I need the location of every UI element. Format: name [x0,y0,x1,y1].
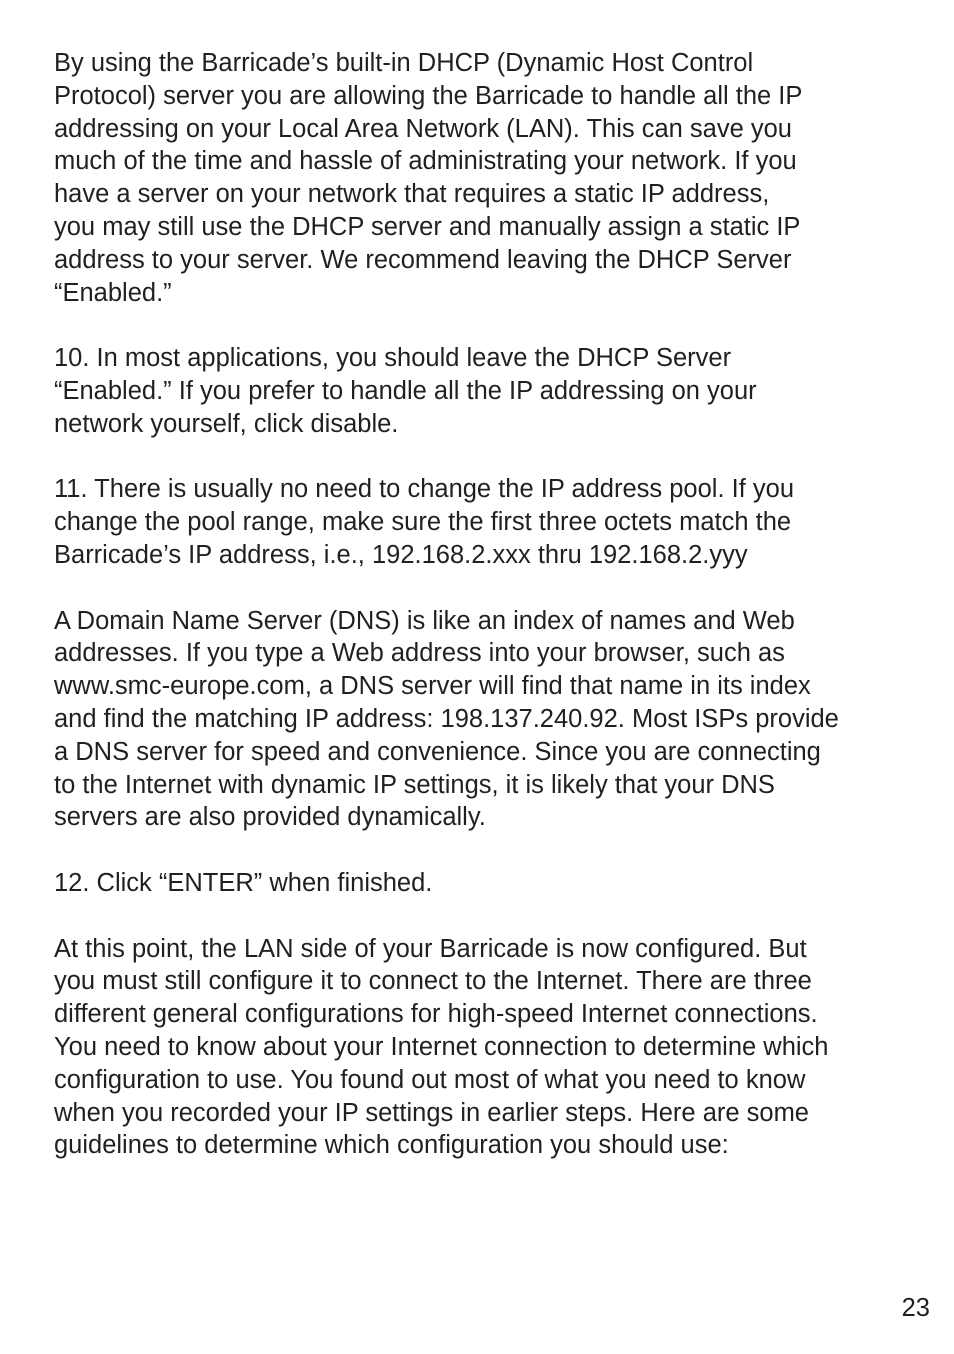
page-number: 23 [901,1294,930,1322]
text-line: network yourself, click disable. [54,409,399,438]
text-line: you may still use the DHCP server and manually assign a static IP [54,212,801,241]
text-line: “Enabled.” If you prefer to handle all the IP addressing on your [54,376,757,405]
text-line: and find the matching IP address: 198.137.240.92. Most ISPs provide [54,704,839,733]
text-line: addressing on your Local Area Network (LAN). This can save you [54,114,792,143]
text-line: guidelines to determine which configuration you should use: [54,1131,729,1160]
paragraph-step-12 [54,867,904,900]
paragraph-lan-configured [54,933,904,1163]
text-line: 11. There is usually no need to change the IP address pool. If you [54,475,794,504]
paragraph-dhcp-intro [54,47,904,309]
paragraph-spacer [54,572,904,605]
text-line: addresses. If you type a Web address into your browser, such as [54,639,785,668]
text-line: a DNS server for speed and convenience. Since you are connecting [54,737,821,766]
text-line: A Domain Name Server (DNS) is like an index of names and Web [54,606,795,635]
text-line: 10. In most applications, you should leave the DHCP Server [54,344,732,373]
text-line: change the pool range, make sure the first three octets match the [54,508,792,537]
text-line: configuration to use. You found out most of what you need to know [54,1065,806,1094]
text-line: different general configurations for high-speed Internet connections. [54,1000,818,1029]
text-line: address to your server. We recommend leaving the DHCP Server [54,245,792,274]
paragraph-spacer [54,309,904,342]
text-line: 12. Click “ENTER” when finished. [54,868,433,897]
text-line: www.smc-europe.com, a DNS server will find that name in its index [54,672,811,701]
text-line: when you recorded your IP settings in earlier steps. Here are some [54,1098,809,1127]
paragraph-step-10 [54,342,904,440]
text-line: much of the time and hassle of administrating your network. If you [54,147,797,176]
text-line: “Enabled.” [54,278,172,307]
paragraph-dns-intro [54,605,904,835]
text-line: Barricade’s IP address, i.e., 192.168.2.xxx thru 192.168.2.yyy [54,540,748,569]
text-line: you must still configure it to connect to the Internet. There are three [54,967,812,996]
text-line: have a server on your network that requires a static IP address, [54,180,770,209]
document-body [54,47,904,1162]
text-line: servers are also provided dynamically. [54,803,486,832]
text-line: Protocol) server you are allowing the Barricade to handle all the IP [54,81,803,110]
paragraph-spacer [54,441,904,474]
text-line: to the Internet with dynamic IP settings, it is likely that your DNS [54,770,775,799]
text-line: You need to know about your Internet connection to determine which [54,1032,829,1061]
text-line: By using the Barricade’s built-in DHCP (Dynamic Host Control [54,49,754,77]
paragraph-spacer [54,834,904,867]
text-line: At this point, the LAN side of your Barricade is now configured. But [54,934,807,963]
paragraph-spacer [54,900,904,933]
paragraph-step-11 [54,473,904,571]
